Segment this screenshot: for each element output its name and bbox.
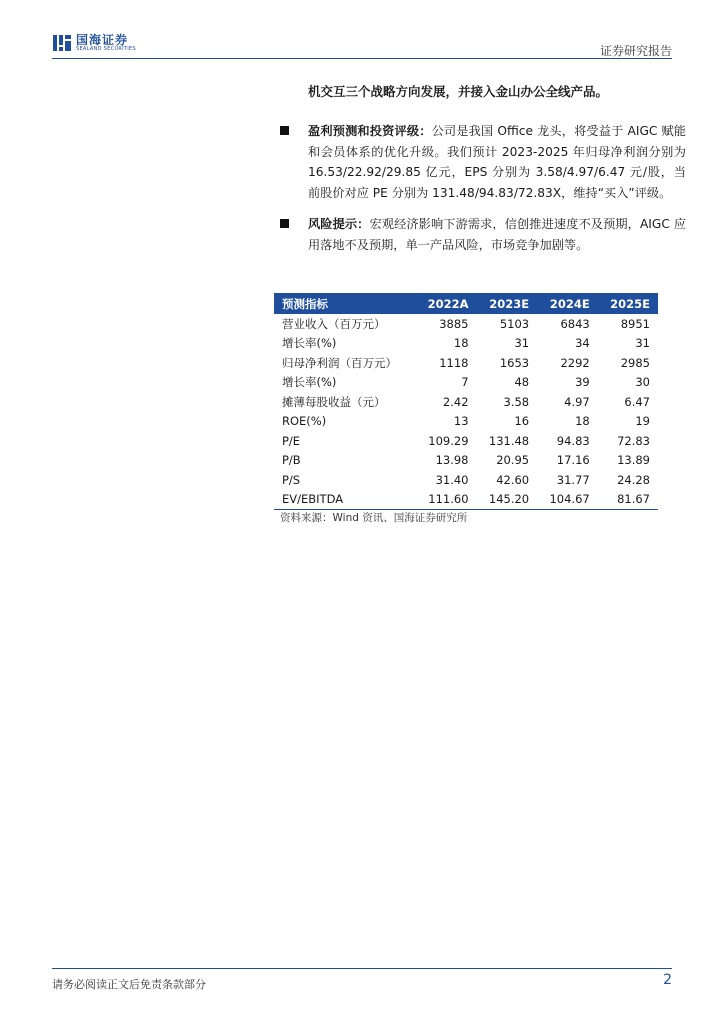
table-cell: 3885 [439,316,469,331]
table-cell: P/S [282,472,301,487]
table-cell: 48 [514,375,530,390]
table-cell: 2985 [620,355,650,370]
logo-name-en: SEALAND SECURITIES [76,45,136,52]
bullet-text: 公司是我国 Office 龙头，将受益于 AIGC 赋能和会员体系的优化升级。我们预计 2023-2025 年归母净利润分别为 16.53/22.92/29.85 亿元，EPS 分别为 3.58/4.97/6.47 元/股，当前股价对应 PE 分别为 131.48/94.83/72.83X，维持“买入”评级。 [308,124,686,200]
table-cell: 增长率(%) [282,336,337,351]
table-header-cell: 2024E [549,296,590,311]
table-row [274,314,658,334]
table-row [274,373,658,393]
bullet-text: 宏观经济影响下游需求，信创推进速度不及预期，AIGC 应用落地不及预期，单一产品风险，市场竞争加剧等。 [308,217,687,252]
table-cell: 81.67 [598,490,658,510]
table-cell: 109.29 [428,433,469,448]
table-row [274,392,658,412]
table-cell: 16 [514,414,530,429]
table-cell: ROE(%) [282,414,327,429]
table-cell: 7 [461,375,469,390]
table-cell: 2.42 [442,394,469,409]
table-cell: 111.60 [415,490,476,510]
bullet-risk-warning [280,214,686,255]
table-row [274,412,658,432]
bullet-square-icon [280,219,289,228]
table-row [274,451,658,471]
table-cell: 31.77 [556,472,590,487]
bullet-title: 盈利预测和投资评级： [308,124,432,138]
table-cell: 31 [514,336,530,351]
footer-disclaimer: 请务必阅读正文后免责条款部分 [52,978,206,991]
table-cell: 增长率(%) [282,375,337,390]
table-cell: 6843 [560,316,590,331]
table-source-note: 资料来源：Wind 资讯、国海证券研究所 [280,512,468,524]
table-cell: 2292 [560,355,590,370]
table-cell: 19 [635,414,650,429]
table-cell: 6.47 [624,394,650,409]
table-row [274,431,658,451]
table-cell: 3.58 [503,394,530,409]
table-header-cell: 预测指标 [282,296,328,311]
page-number: 2 [663,972,672,988]
table-cell: 营业收入（百万元） [282,316,386,331]
table-cell: 94.83 [556,433,590,448]
bullet-forecast-rating [280,121,686,203]
table-row [274,353,658,373]
bullet-square-icon [280,126,289,135]
table-cell: 5103 [499,316,530,331]
table-cell: 18 [575,414,590,429]
table-cell: 摊薄每股收益（元） [282,394,386,409]
table-header-cell: 2022A [427,296,469,311]
table-cell: 42.60 [496,472,530,487]
table-cell: 13 [453,414,469,429]
sealand-logo-icon [52,33,72,53]
table-cell: EV/EBITDA [274,490,415,510]
table-cell: P/B [282,453,301,468]
company-logo [52,33,136,53]
table-cell: 39 [575,375,590,390]
table-cell: 4.97 [564,394,590,409]
table-header-row [274,293,658,314]
table-cell: 31 [635,336,650,351]
table-cell: 30 [635,375,650,390]
footer-divider [52,968,672,969]
forecast-table [274,293,658,510]
table-header-cell: 2023E [489,296,530,311]
report-type-label: 证券研究报告 [599,44,672,58]
table-cell: 13.98 [435,453,469,468]
table-cell: 18 [453,336,469,351]
table-cell: 1653 [499,355,530,370]
table-cell: 145.20 [477,490,538,510]
table-header-cell: 2025E [610,296,650,311]
table-cell: 20.95 [496,453,530,468]
table-cell: 归母净利润（百万元） [282,355,397,370]
table-row [274,334,658,354]
table-row [274,490,658,510]
table-row [274,470,658,490]
table-cell: 104.67 [537,490,598,510]
paragraph-continuation: 机交互三个战略方向发展，并接入金山办公全线产品。 [308,84,609,99]
header-divider [52,58,672,59]
table-cell: 131.48 [488,433,530,448]
table-cell: 24.28 [617,472,650,487]
table-cell: 17.16 [556,453,590,468]
table-cell: 13.89 [617,453,650,468]
bullet-title: 风险提示： [308,217,370,231]
table-cell: 1118 [439,355,469,370]
table-cell: 8951 [620,316,650,331]
table-cell: 34 [575,336,590,351]
table-cell: P/E [282,433,301,448]
table-cell: 31.40 [435,472,469,487]
table-cell: 72.83 [617,433,650,448]
logo-name-cn: 国海证券 [76,32,129,47]
